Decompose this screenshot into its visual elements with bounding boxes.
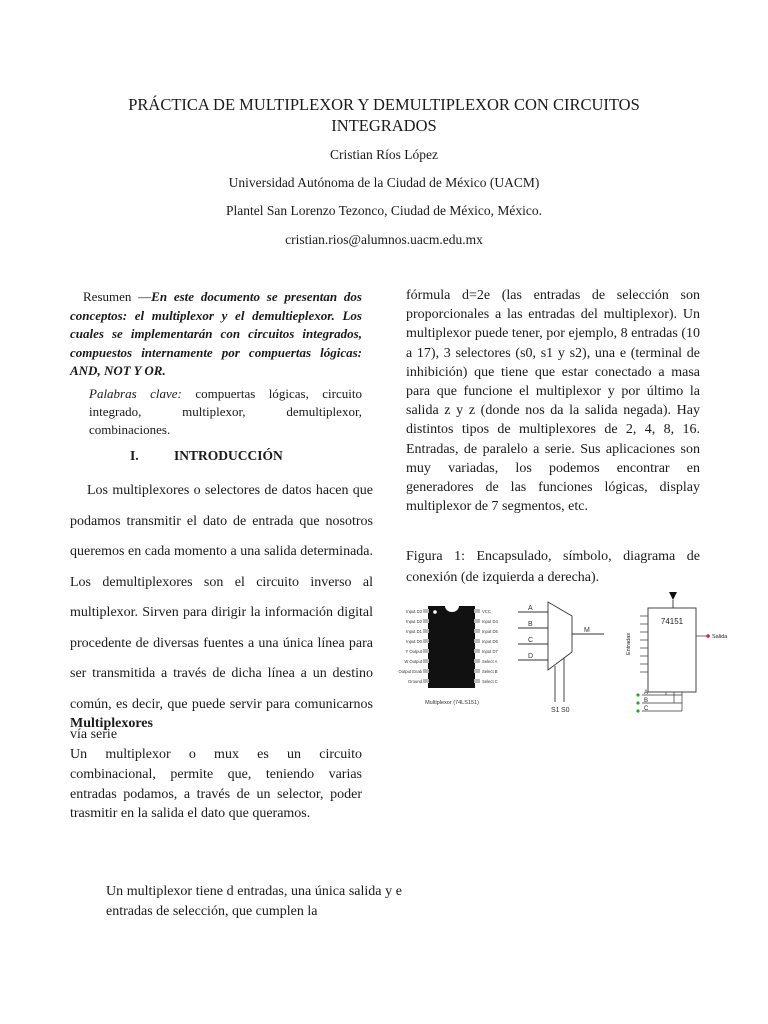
mux-symbol — [518, 602, 604, 702]
ic-connection-diagram — [626, 592, 728, 713]
section-title: INTRODUCCIÓN — [174, 448, 283, 463]
ic-output-dot — [706, 634, 710, 638]
mux-input-label: C — [528, 637, 534, 644]
pin-label: Input D3 — [406, 609, 422, 614]
section-number: I. — [130, 448, 139, 463]
pin-label: Output Enab — [398, 669, 422, 674]
ic-output-label: Salida — [712, 634, 728, 640]
pin-label: Input D4 — [482, 619, 498, 624]
campus: Plantel San Lorenzo Tezonco, Ciudad de México, México. — [226, 203, 542, 218]
chip-body — [428, 606, 475, 688]
author-name: Cristian Ríos López — [330, 147, 438, 162]
chip-caption: Multiplexor (74LS151) — [425, 700, 479, 706]
ic-power-arrow — [669, 592, 677, 600]
chip-pin-labels-left — [398, 609, 422, 684]
pin-label: Select B — [482, 669, 498, 674]
ic-select-labels — [644, 690, 649, 712]
mux-input-label: D — [528, 653, 534, 660]
pin-label: Input D6 — [482, 639, 498, 644]
abstract-label: Resumen — — [83, 289, 152, 304]
pin-label: Input D2 — [406, 619, 422, 624]
ic-inputs-label: Entradas — [626, 632, 632, 656]
right-column-paragraph: fórmula d=2e (las entradas de selección son proporcionales a las entradas del multiplexor). Un multiplexor puede tener, por ejemplo, 8 entradas (10 a 17), 3 selectores (s0, s1 y s2), una e (terminal de inhibición) que tiene que estar conectado a masa para que funcione el multiplexor y por último la salida z y z (donde nos da la salida negada). Hay distintos tipos de multiplexores de 2, 4, 8, 16. Entradas, de paralelo a serie. Sus aplicaciones son muy variadas, los podemos encontrar en generadores de las funciones lógicas, display multiplexor de 7 segmentos, etc. — [406, 288, 700, 515]
pin-label: Input D5 — [482, 629, 498, 634]
figure-caption: Figura 1: Encapsulado, símbolo, diagrama de conexión (de izquierda a derecha). — [406, 549, 700, 585]
ic-select-dots — [636, 693, 639, 712]
ic-select-label: B — [644, 698, 649, 704]
mux-select-label: S0 — [561, 707, 570, 714]
intro-paragraph: Los multiplexores o selectores de datos hacen que podamos transmitir el dato de entrada que nosotros queremos en cada momento a una salida determinada. Los demultiplexores son el circuito inverso al multiplexor. Sirven para dirigir la información digital procedente de diversas fuentes a una única línea para ser transmitida a través de dicha línea a un destino común, es decir, que puede servir para comunicarnos vía serie — [70, 483, 373, 742]
pin-label: Select A — [482, 659, 498, 664]
mux-trapezoid — [548, 602, 572, 670]
pin-label: Ground — [408, 679, 422, 684]
pin-label: Select C — [482, 679, 498, 684]
affiliation: Universidad Autónoma de la Ciudad de México (UACM) — [228, 175, 540, 190]
mux-output-label: M — [584, 627, 590, 634]
pin-label: W Output — [404, 659, 422, 664]
mux-select-label: S1 — [551, 707, 560, 714]
chip-pin-labels-right — [482, 609, 499, 684]
abstract-text: En este documento se presentan dos conceptos: el multiplexor y el demultieplexor. Los cuales se implementarán con circuitos integrados, compuestos internamente por compuertas lógicas: AND, NOT Y OR. — [70, 289, 362, 378]
subsection-title: Multiplexores — [70, 716, 153, 731]
pin-label: Y Output — [405, 649, 422, 654]
ic-name: 74151 — [660, 617, 684, 626]
pin-label: Input D0 — [406, 639, 422, 644]
figure-1 — [392, 590, 738, 725]
subsection-paragraph: Un multiplexor o mux es un circuito combinacional, permite que, teniendo varias entradas podamos, a través de un selector, poder trasmitir en la salida el dato que queramos. — [70, 747, 362, 822]
keywords-text: compuertas lógicas, circuito integrado, multiplexor, demultiplexor, combinaciones. — [89, 386, 362, 437]
paper-title — [60, 94, 708, 136]
pin-label: Input D7 — [482, 649, 498, 654]
mux-labels — [528, 605, 590, 714]
author-email[interactable]: cristian.rios@alumnos.uacm.edu.mx — [285, 232, 483, 247]
pin-label: Input D1 — [406, 629, 422, 634]
chip-pin1-dot — [433, 610, 437, 614]
chip-package — [398, 606, 498, 706]
pin-label: VCC — [482, 609, 491, 614]
title-line-2: INTEGRADOS — [331, 116, 437, 135]
ic-select-label: A — [644, 690, 649, 696]
subsection-paragraph-2: Un multiplexor tiene d entradas, una única salida y e entradas de selección, que cumplen la — [106, 884, 402, 919]
mux-input-label: A — [528, 605, 533, 612]
title-line-1: PRÁCTICA DE MULTIPLEXOR Y DEMULTIPLEXOR CON CIRCUITOS — [128, 95, 640, 114]
ic-select-label: C — [644, 706, 649, 712]
keywords-label: Palabras clave: — [89, 386, 182, 401]
keywords — [89, 385, 362, 439]
mux-input-label: B — [528, 621, 533, 628]
abstract — [70, 288, 362, 381]
